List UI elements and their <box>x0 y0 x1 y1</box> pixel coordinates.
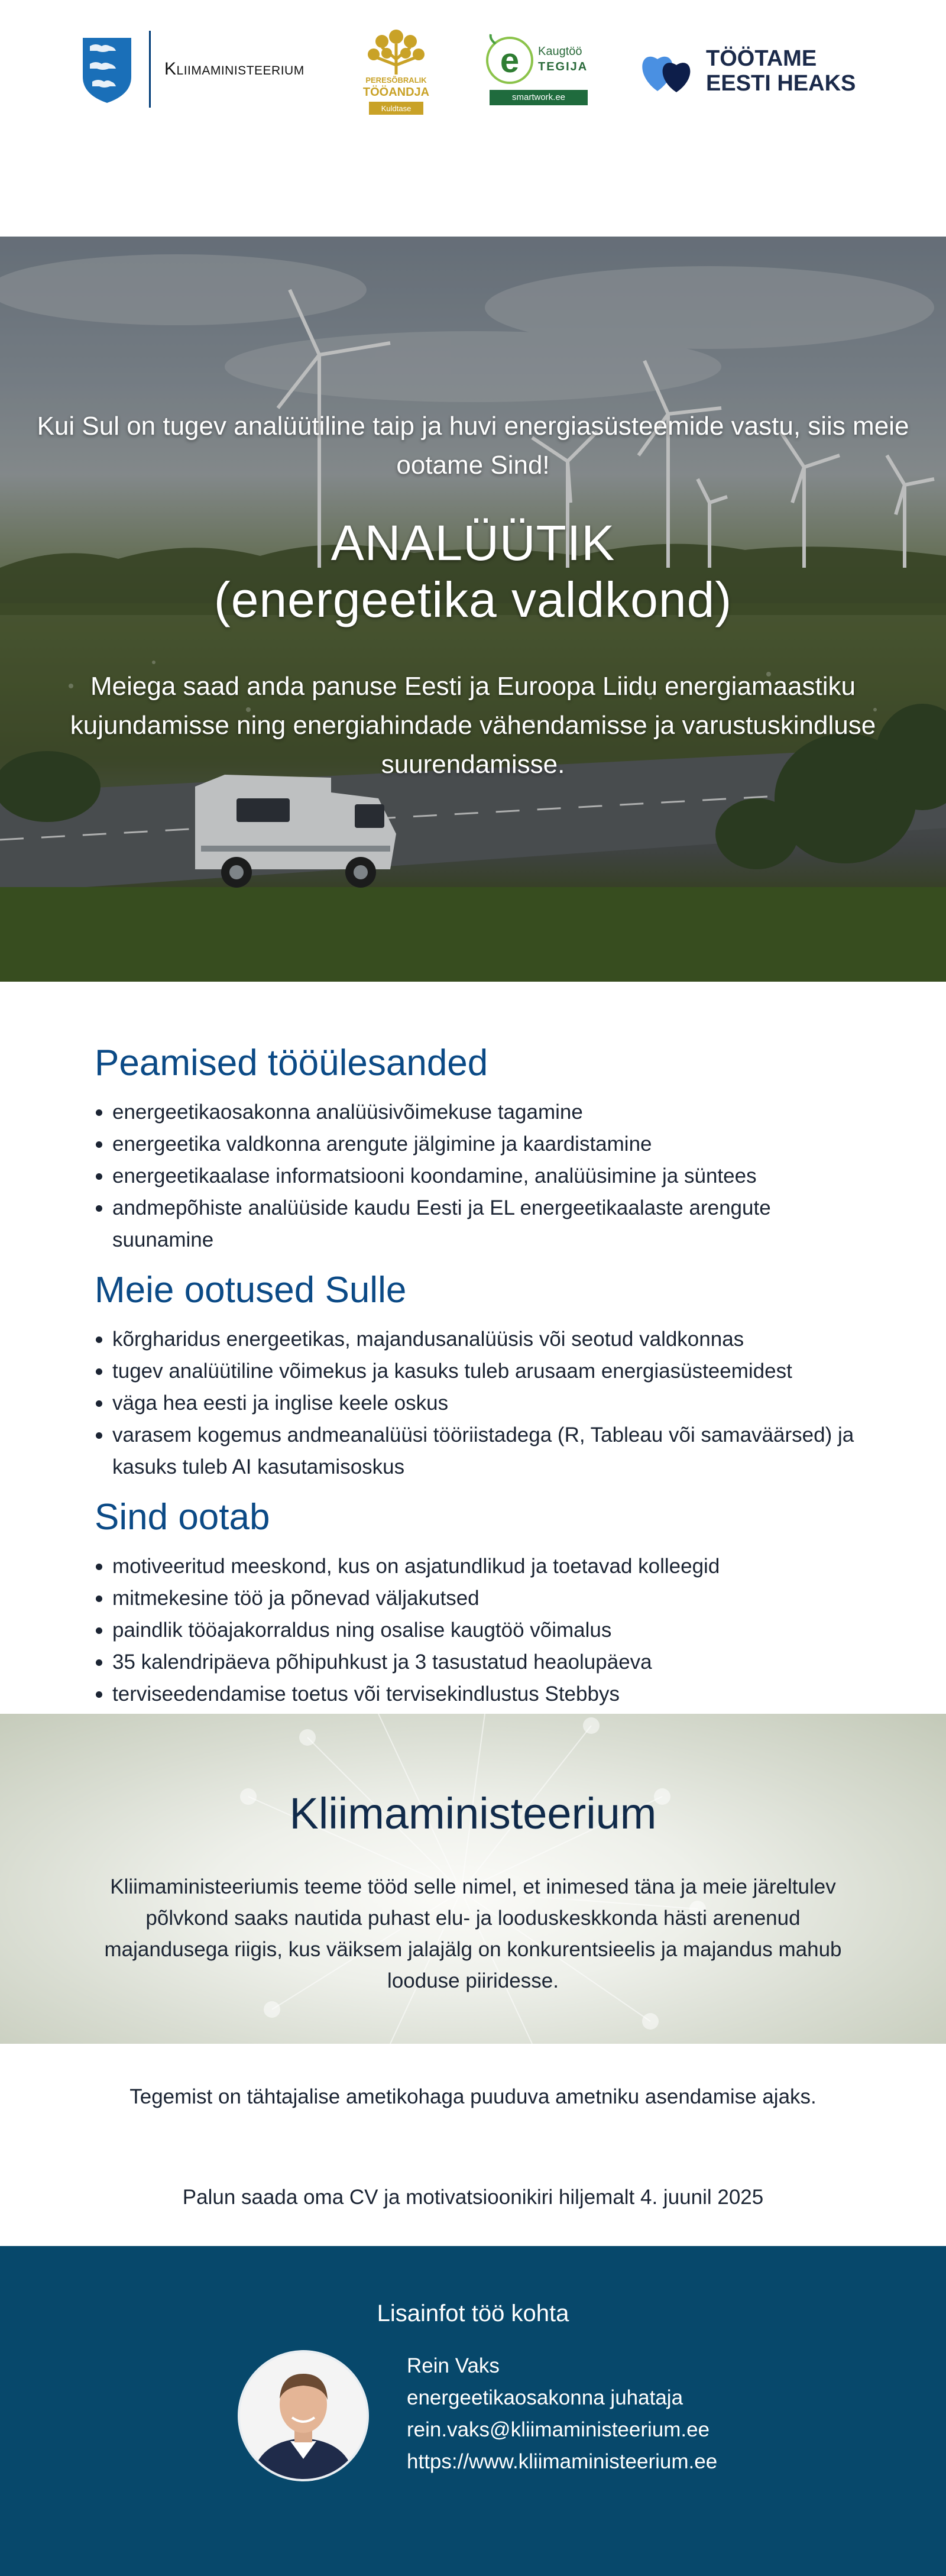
tasks-list <box>95 1096 875 1256</box>
list-item: mitmekesine töö ja põnevad väljakutsed <box>95 1583 875 1614</box>
eesti-heaks-line: EESTI HEAKS <box>706 71 856 96</box>
application-deadline: Palun saada oma CV ja motivatsioonikiri hiljemalt 4. juunil 2025 <box>182 2186 764 2209</box>
kaugtoo-tegija-logo[interactable] <box>484 33 590 106</box>
hero-subtitle: Meiega saad anda panuse Eesti ja Euroopa Liidu energiamaastiku kujundamisse ning energiahindade vähendamisse ja varustuskindluse suurendamisse. <box>70 672 876 779</box>
kliimaministeerium-wordmark: Kliimaministeerium <box>164 59 304 79</box>
job-title-line2: (energeetika valdkond) <box>213 572 733 627</box>
tootame-wordmark <box>706 46 856 96</box>
letter-e-icon <box>484 33 534 88</box>
list-item: energeetikaosakonna analüüsivõimekuse tagamine <box>95 1096 875 1128</box>
expectations-list <box>95 1323 875 1483</box>
logo-divider <box>149 31 151 108</box>
tootame-eesti-heaks-logo[interactable] <box>640 45 856 98</box>
list-item: andmepõhiste analüüside kaudu Eesti ja EL energeetikaalaste arengute suunamine <box>95 1192 875 1256</box>
contact-role: energeetikaosakonna juhataja <box>407 2386 683 2409</box>
expectations-heading: Meie ootused Sulle <box>95 1270 407 1310</box>
contact-footer <box>0 2246 946 2576</box>
coat-of-arms-icon <box>80 35 134 104</box>
hero-intro: Kui Sul on tugev analüütiline taip ja huvi energiasüsteemide vastu, siis meie ootame Sind! <box>37 412 909 480</box>
tootame-line: TÖÖTAME <box>706 46 817 71</box>
ministry-heading: Kliimaministeerium <box>289 1789 657 1838</box>
list-item: varasem kogemus andmeanalüüsi tööriistadega (R, Tableau või samaväärsed) ja kasuks tuleb AI kasutamisoskus <box>95 1419 875 1483</box>
tasks-heading: Peamised tööülesanded <box>95 1043 488 1083</box>
avatar <box>238 2350 369 2481</box>
kuldtase-text: Kuldtase <box>381 104 412 113</box>
logo-header <box>0 0 946 237</box>
offer-heading: Sind ootab <box>95 1497 270 1538</box>
hero-banner <box>0 237 946 982</box>
contact-heading: Lisainfot töö kohta <box>377 2300 569 2326</box>
hearts-icon <box>640 45 696 96</box>
contact-name: Rein Vaks <box>407 2354 500 2377</box>
list-item: energeetika valdkonna arengute jälgimine ja kaardistamine <box>95 1128 875 1160</box>
contact-email-link[interactable]: rein.vaks@kliimaministeerium.ee <box>407 2418 710 2441</box>
kaugtoo-text <box>538 44 588 75</box>
smartwork-url: smartwork.ee <box>490 90 588 105</box>
list-item: motiveeritud meeskond, kus on asjatundlikud ja toetavad kolleegid <box>95 1551 875 1583</box>
kaugtoo-line: Kaugtöö <box>538 45 582 58</box>
list-item: 35 kalendripäeva põhipuhkust ja 3 tasustatud heaolupäeva <box>95 1646 875 1678</box>
list-item: tugev analüütiline võimekus ja kasuks tuleb arusaam energiasüsteemidest <box>95 1355 875 1387</box>
svg-text:e: e <box>500 41 520 80</box>
tegija-line: TEGIJA <box>538 60 588 73</box>
list-item: terviseedendamise toetus või tervisekindlustus Stebbys <box>95 1678 875 1710</box>
contact-details <box>407 2350 717 2478</box>
list-item: väga hea eesti ja inglise keele oskus <box>95 1387 875 1419</box>
job-details <box>95 1041 875 1710</box>
person-photo-icon <box>240 2352 367 2479</box>
peresobralik-tooandja-logo[interactable] <box>363 24 429 118</box>
list-item: energeetikaalase informatsiooni koondamine, analüüsimine ja süntees <box>95 1160 875 1192</box>
list-item: kõrgharidus energeetikas, majandusanalüüsis või seotud valdkonnas <box>95 1323 875 1355</box>
list-item: paindlik tööajakorraldus ning osalise kaugtöö võimalus <box>95 1614 875 1646</box>
peresobralik-text: PERESÕBRALIK <box>365 76 427 85</box>
job-title <box>0 514 946 628</box>
kliimaministeerium-logo[interactable] <box>80 31 323 109</box>
position-note: Tegemist on tähtajalise ametikohaga puuduva ametniku asendamise ajaks. <box>129 2085 817 2108</box>
contact-website-link[interactable]: https://www.kliimaministeerium.ee <box>407 2450 718 2473</box>
ministry-banner <box>0 1714 946 2044</box>
job-title-line1: ANALÜÜTIK <box>331 515 615 571</box>
family-tree-icon <box>363 24 429 118</box>
ministry-description: Kliimaministeeriumis teeme tööd selle nimel, et inimesed täna ja meie järeltulev põlvkond saaks nautida puhast elu- ja looduskeskkonda hästi arenenud majandusega riigis, kus väiksem jalajälg on konkurentsieelis ja majandus mahub looduse piiridesse. <box>104 1875 842 1992</box>
offer-list <box>95 1551 875 1710</box>
tooandja-text: TÖÖANDJA <box>363 86 429 99</box>
